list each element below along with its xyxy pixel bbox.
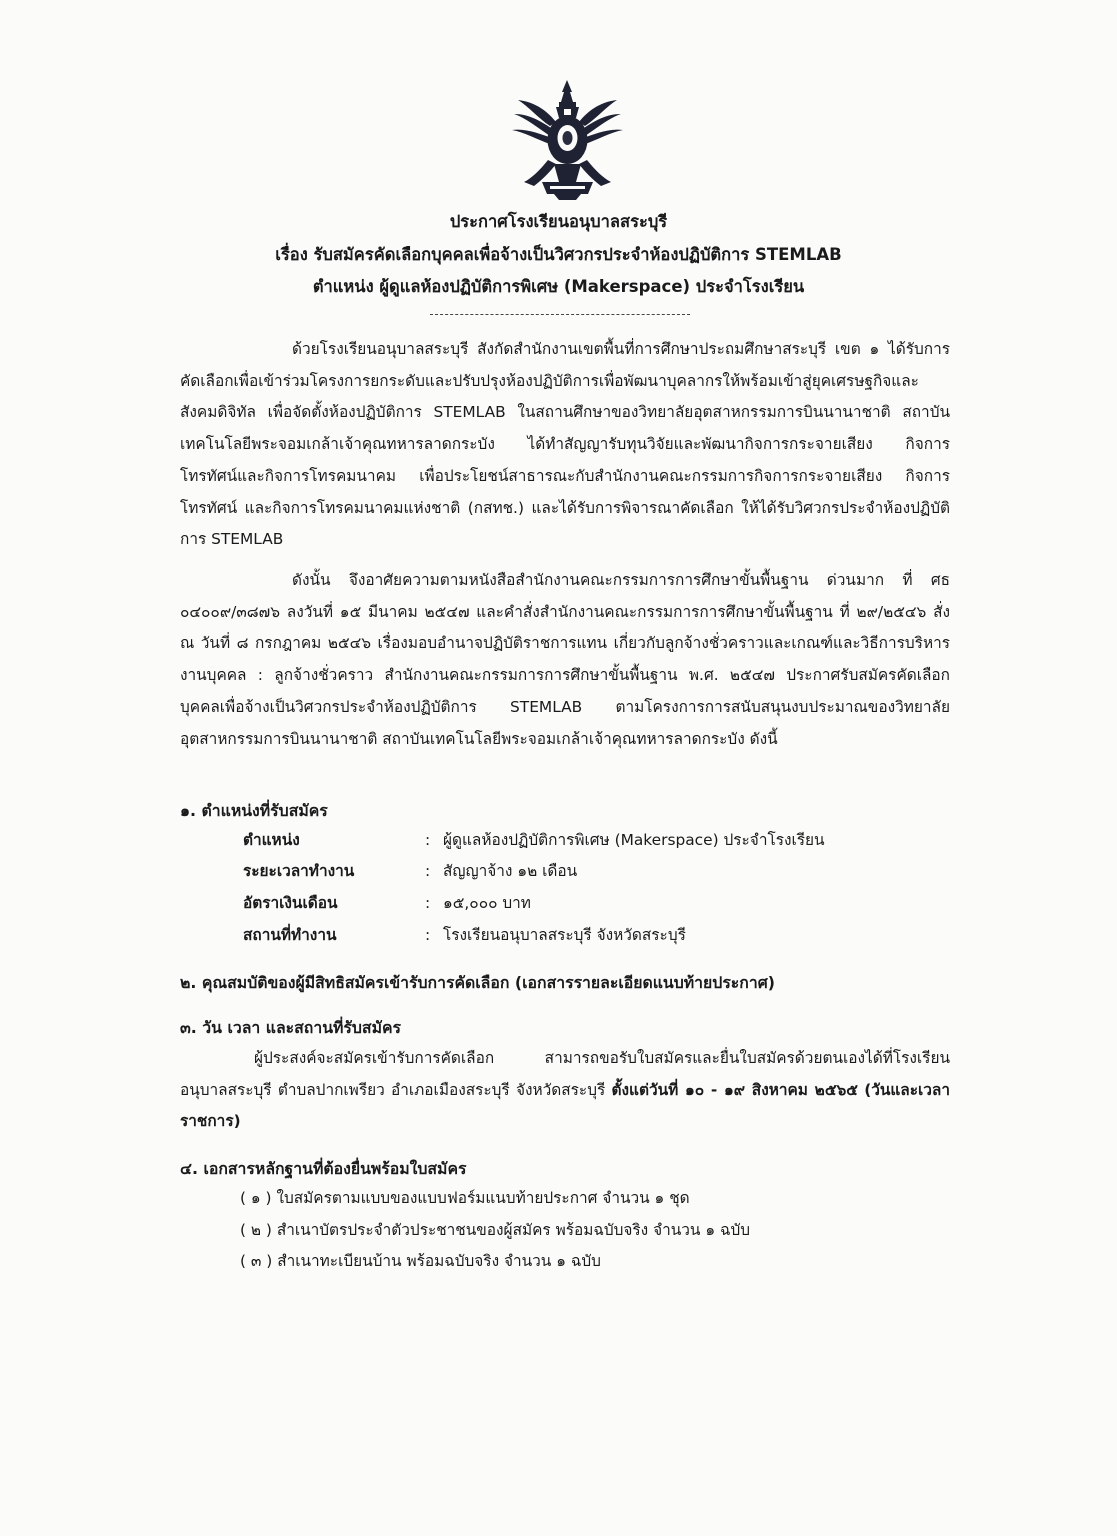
salary-label: อัตราเงินเดือน	[243, 894, 338, 912]
section-3-body: ผู้ประสงค์จะสมัครเข้ารับการคัดเลือก สามารถขอรับใบสมัครและยื่นใบสมัครด้วยตนเองได้ที่โรงเรียนอนุบาลสระบุรี ตำบลปากเพรียว อำเภอเมืองสระบุรี จังหวัดสระบุรี	[180, 1049, 950, 1099]
workplace-label: สถานที่ทำงาน	[243, 926, 337, 944]
announcement-subject: เรื่อง รับสมัครคัดเลือกบุคคลเพื่อจ้างเป็นวิศวกรประจำห้องปฏิบัติการ STEMLAB	[275, 245, 842, 264]
section-4-heading: ๔. เอกสารหลักฐานที่ต้องยื่นพร้อมใบสมัคร	[180, 1159, 467, 1178]
announcement-title: ประกาศโรงเรียนอนุบาลสระบุรี	[449, 212, 668, 231]
workplace-row	[243, 920, 963, 950]
salary-row	[243, 888, 963, 918]
position-colon: :	[425, 831, 431, 849]
position-label: ตำแหน่ง	[243, 831, 300, 849]
duration-row	[243, 856, 963, 886]
duration-colon: :	[425, 862, 431, 880]
section-2-heading: ๒. คุณสมบัติของผู้มีสิทธิสมัครเข้ารับการคัดเลือก (เอกสารรายละเอียดแนบท้ายประกาศ)	[180, 973, 775, 992]
workplace-value: โรงเรียนอนุบาลสระบุรี จังหวัดสระบุรี	[443, 926, 686, 944]
position-row	[243, 825, 963, 855]
section-3-heading: ๓. วัน เวลา และสถานที่รับสมัคร	[180, 1018, 402, 1037]
duration-label: ระยะเวลาทำงาน	[243, 862, 355, 880]
announcement-position: ตำแหน่ง ผู้ดูแลห้องปฏิบัติการพิเศษ (Makerspace) ประจำโรงเรียน	[312, 277, 805, 296]
document-item-3: ( ๓ ) สำเนาทะเบียนบ้าน พร้อมฉบับจริง จำนวน ๑ ฉบับ	[240, 1252, 601, 1270]
dashed-divider	[430, 314, 690, 315]
garuda-emblem-icon	[510, 78, 625, 202]
section-1-heading: ๑. ตำแหน่งที่รับสมัคร	[180, 801, 328, 820]
paragraph-authority: ดังนั้น จึงอาศัยความตามหนังสือสำนักงานคณะกรรมการการศึกษาขั้นพื้นฐาน ด่วนมาก ที่ ศธ ๐๔๐๐๙/๓๘๗๖ ลงวันที่ ๑๕ มีนาคม ๒๕๔๗ และคำสั่งสำนักงานคณะกรรมการการศึกษาขั้นพื้นฐาน ที่ ๒๙/๒๕๔๖ สั่ง ณ วันที่ ๘ กรกฎาคม ๒๕๔๖ เรื่องมอบอำนาจปฏิบัติราชการแทน เกี่ยวกับลูกจ้างชั่วคราวและเกณฑ์และวิธีการบริหารงานบุคคล : ลูกจ้างชั่วคราว สำนักงานคณะกรรมการการศึกษาขั้นพื้นฐาน พ.ศ. ๒๕๔๗ ประกาศรับสมัครคัดเลือกบุคคลเพื่อจ้างเป็นวิศวกรประจำห้องปฏิบัติการ STEMLAB ตามโครงการการสนับสนุนงบประมาณของวิทยาลัยอุตสาหกรรมการบินนานาชาติ สถาบันเทคโนโลยีพระจอมเกล้าเจ้าคุณทหารลาดกระบัง ดังนี้	[180, 571, 950, 748]
position-value: ผู้ดูแลห้องปฏิบัติการพิเศษ (Makerspace) ประจำโรงเรียน	[443, 831, 825, 849]
workplace-colon: :	[425, 926, 431, 944]
application-dates: ตั้งแต่วันที่ ๑๐ - ๑๙ สิงหาคม ๒๕๖๕	[611, 1080, 858, 1099]
document-item-2: ( ๒ ) สำเนาบัตรประจำตัวประชาชนของผู้สมัคร พร้อมฉบับจริง จำนวน ๑ ฉบับ	[240, 1221, 751, 1239]
salary-value: ๑๕,๐๐๐ บาท	[443, 894, 531, 912]
paragraph-intro: ด้วยโรงเรียนอนุบาลสระบุรี สังกัดสำนักงานเขตพื้นที่การศึกษาประถมศึกษาสระบุรี เขต ๑ ได้รับการคัดเลือกเพื่อเข้าร่วมโครงการยกระดับและปรับปรุงห้องปฏิบัติการเพื่อพัฒนาบุคลากรให้พร้อมเข้าสู่ยุคเศรษฐกิจและสังคมดิจิทัล เพื่อจัดตั้งห้องปฏิบัติการ STEMLAB ในสถานศึกษาของวิทยาลัยอุตสาหกรรมการบินนานาชาติ สถาบันเทคโนโลยีพระจอมเกล้าเจ้าคุณทหารลาดกระบัง ได้ทำสัญญารับทุนวิจัยและพัฒนากิจการกระจายเสียง กิจการโทรทัศน์และกิจการโทรคมนาคม เพื่อประโยชน์สาธารณะกับสำนักงานคณะกรรมการกิจการกระจายเสียง กิจการโทรทัศน์ และกิจการโทรคมนาคมแห่งชาติ (กสทช.) และได้รับการพิจารณาคัดเลือก ให้ได้รับวิศวกรประจำห้องปฏิบัติการ STEMLAB	[180, 340, 950, 549]
section-3-text	[180, 1043, 950, 1138]
duration-value: สัญญาจ้าง ๑๒ เดือน	[443, 862, 578, 880]
salary-colon: :	[425, 894, 431, 912]
document-item-1: ( ๑ ) ใบสมัครตามแบบของแบบฟอร์มแนบท้ายประกาศ จำนวน ๑ ชุด	[240, 1189, 690, 1207]
office-hours-note: (วันและเวลาราชการ)	[180, 1080, 950, 1131]
